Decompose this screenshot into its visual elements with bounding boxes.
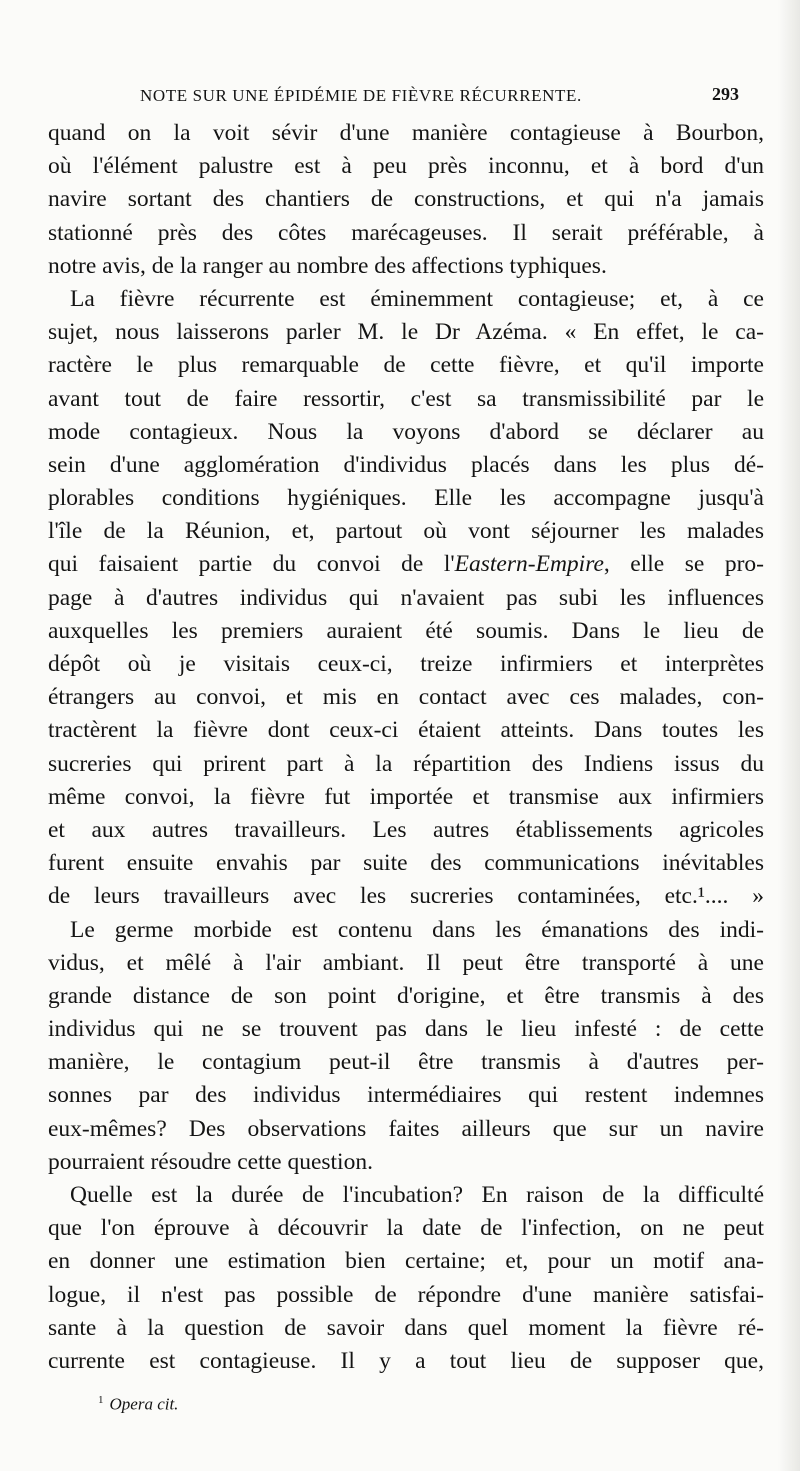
- text-line: dépôt où je visitais ceux-ci, treize infirmiers et interprètes: [48, 651, 764, 677]
- text-line: étrangers au convoi, et mis en contact avec ces malades, con-: [48, 684, 764, 711]
- ship-name: Eastern-Empire: [454, 551, 604, 578]
- text-line: auxquelles les premiers auraient été soumis. Dans le lieu de: [48, 617, 764, 644]
- text-line: l'île de la Réunion, et, partout où vont séjourner les malades: [48, 518, 764, 545]
- text-line: que l'on éprouve à découvrir la date de l'infection, on ne peut: [48, 1215, 764, 1242]
- page-number: 293: [712, 84, 739, 104]
- body-text: [48, 117, 764, 1378]
- text-line: plorables conditions hygiéniques. Elle les accompagne jusqu'à: [48, 485, 764, 512]
- page-edge-shadow: [778, 0, 800, 1471]
- text-line: avant tout de faire ressortir, c'est sa transmissibilité par le: [48, 385, 764, 412]
- running-title: NOTE SUR UNE ÉPIDÉMIE DE FIÈVRE RÉCURRENTE.: [140, 86, 582, 105]
- text-line: quand on la voit sévir d'une manière contagieuse à Bourbon,: [48, 120, 764, 146]
- text-line: pourraient résoudre cette question.: [48, 1148, 373, 1175]
- text-line: grande distance de son point d'origine, et être transmis à des: [48, 982, 764, 1009]
- ship-name-line-text: qui faisaient partie du convoi de l'Eastern-Empire, elle se pro-: [48, 551, 764, 578]
- text-line: mode contagieux. Nous la voyons d'abord se déclarer au: [48, 418, 764, 445]
- text-line: et aux autres travailleurs. Les autres établissements agricoles: [48, 816, 764, 843]
- paragraph-start-line: Le germe morbide est contenu dans les émanations des indi-: [70, 916, 764, 943]
- footnote-marker: 1: [98, 1394, 104, 1406]
- text-line: vidus, et mêlé à l'air ambiant. Il peut être transporté à une: [48, 949, 764, 976]
- text-line: individus qui ne se trouvent pas dans le lieu infesté : de cette: [48, 1016, 764, 1043]
- text-line: navire sortant des chantiers de constructions, et qui n'a jamais: [48, 186, 764, 213]
- text-line: de leurs travailleurs avec les sucreries contaminées, etc.¹.... »: [48, 883, 764, 910]
- text-line: manière, le contagium peut-il être transmis à d'autres per-: [48, 1049, 764, 1076]
- text-line-italic-ship-name: [48, 548, 764, 581]
- text-line: tractèrent la fièvre dont ceux-ci étaient atteints. Dans toutes les: [48, 717, 764, 744]
- text-line: où l'élément palustre est à peu près inconnu, et à bord d'un: [48, 153, 764, 180]
- footnote-text: Opera cit.: [109, 1394, 179, 1414]
- text-line: stationné près des côtes marécageuses. Il serait préférable, à: [48, 219, 764, 246]
- text-line: currente est contagieuse. Il y a tout lieu de supposer que,: [48, 1347, 764, 1374]
- text-line: sucreries qui prirent part à la répartition des Indiens issus du: [48, 750, 764, 777]
- text-line: ractère le plus remarquable de cette fièvre, et qu'il importe: [48, 352, 764, 379]
- text-line: notre avis, de la ranger au nombre des affections typhiques.: [48, 252, 607, 279]
- text-line: logue, il n'est pas possible de répondre d'une manière satisfai-: [48, 1281, 764, 1308]
- text-line: furent ensuite envahis par suite des communications inévitables: [48, 850, 764, 877]
- paragraph-start-line: Quelle est la durée de l'incubation? En raison de la difficulté: [70, 1182, 764, 1208]
- text-line: en donner une estimation bien certaine; et, pour un motif ana-: [48, 1248, 764, 1275]
- text-line: sonnes par des individus intermédiaires qui restent indemnes: [48, 1082, 764, 1109]
- text-line: même convoi, la fièvre fut importée et transmise aux infirmiers: [48, 783, 764, 810]
- footnote: [98, 1394, 178, 1415]
- text-line: eux-mêmes? Des observations faites ailleurs que sur un navire: [48, 1115, 764, 1142]
- text-line: sein d'une agglomération d'individus placés dans les plus dé-: [48, 451, 764, 478]
- text-line: sante à la question de savoir dans quel moment la fièvre ré-: [48, 1314, 764, 1341]
- text-line: sujet, nous laisserons parler M. le Dr Azéma. « En effet, le ca-: [48, 319, 764, 346]
- paragraph-start-line: La fièvre récurrente est éminemment contagieuse; et, à ce: [70, 285, 764, 312]
- text-line: page à d'autres individus qui n'avaient pas subi les influences: [48, 584, 764, 611]
